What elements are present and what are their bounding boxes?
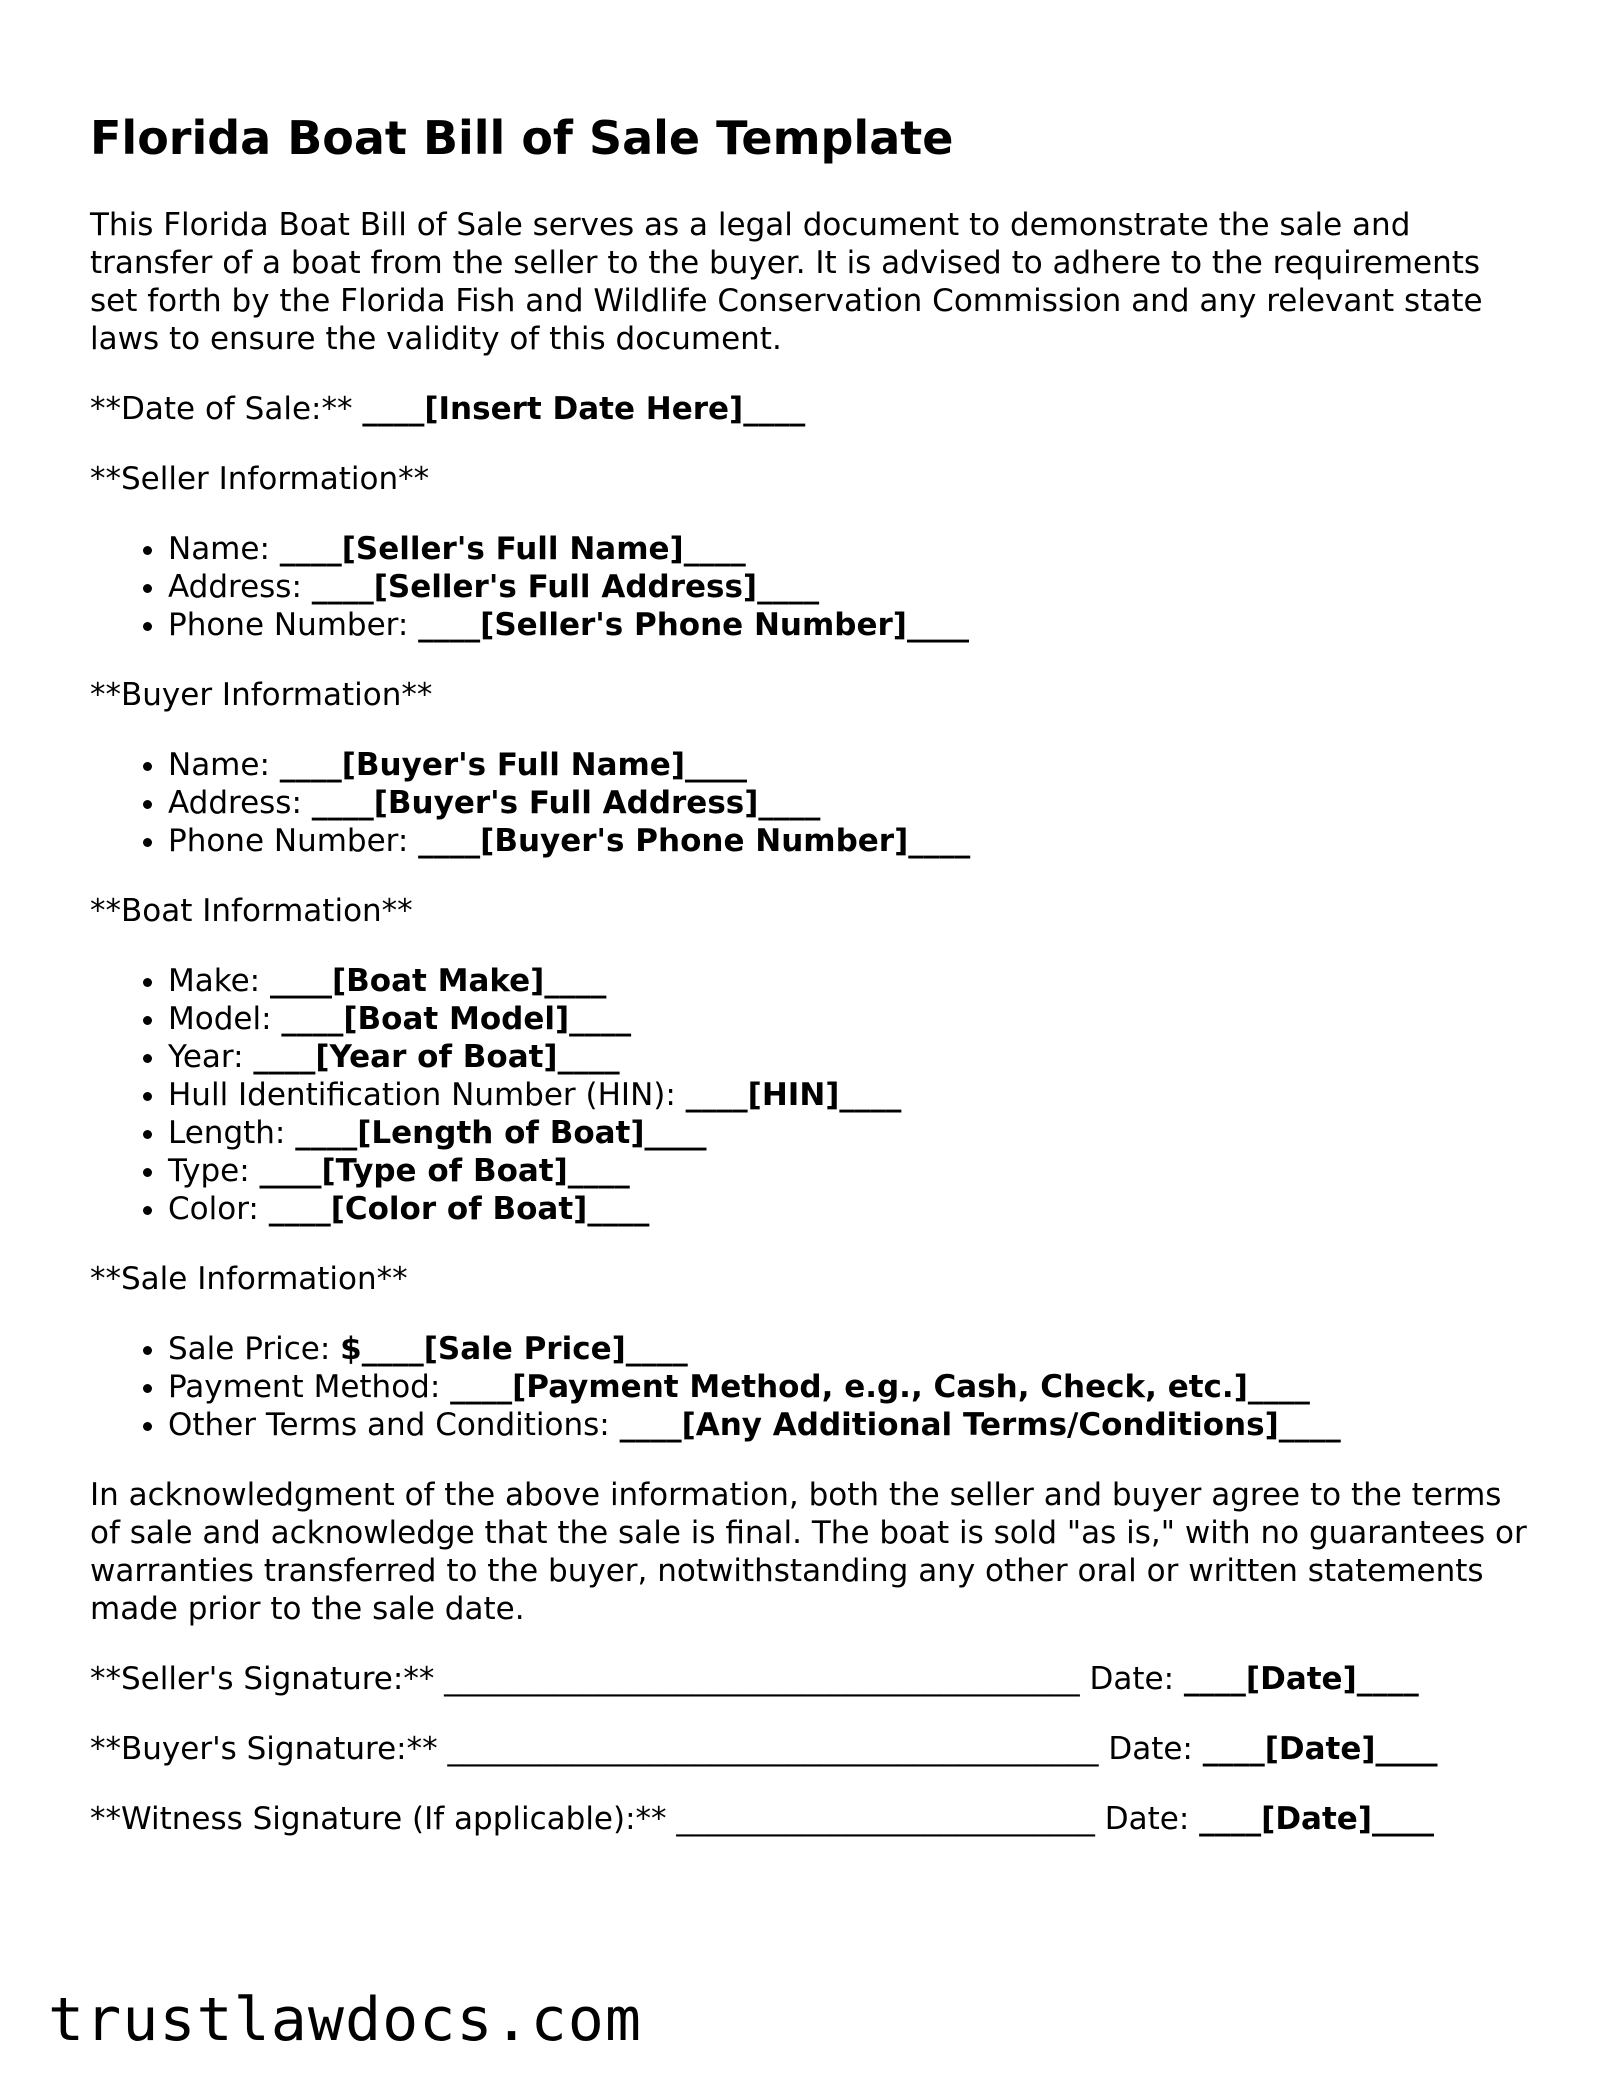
list-item bbox=[168, 962, 1530, 1000]
intro-paragraph: This Florida Boat Bill of Sale serves as a legal document to demonstrate the sale and transfer of a boat from the seller to the buyer. It is advised to adhere to the requirements set forth by the Florida Fish and Wildlife Conservation Commission and any relevant state laws to ensure the validity of this document. bbox=[90, 207, 1483, 357]
buyer-heading: **Buyer Information** bbox=[90, 677, 433, 713]
boat-hin-label: Hull Identification Number (HIN): bbox=[168, 1077, 686, 1113]
seller-address-field[interactable]: ____[Seller's Full Address]____ bbox=[311, 569, 820, 605]
sale-list bbox=[90, 1330, 1530, 1444]
list-item bbox=[168, 568, 1530, 606]
terms-field[interactable]: ____[Any Additional Terms/Conditions]____ bbox=[619, 1407, 1341, 1443]
list-item bbox=[168, 1330, 1530, 1368]
witness-signature-line bbox=[90, 1800, 1530, 1838]
boat-type-label: Type: bbox=[168, 1153, 260, 1189]
list-item bbox=[168, 606, 1530, 644]
list-item bbox=[168, 1038, 1530, 1076]
seller-signature-line bbox=[90, 1660, 1530, 1698]
seller-signature-label: **Seller's Signature:** bbox=[90, 1661, 445, 1697]
boat-year-field[interactable]: ____[Year of Boat]____ bbox=[253, 1039, 620, 1075]
list-item bbox=[168, 822, 1530, 860]
witness-date-label: Date: bbox=[1094, 1801, 1200, 1837]
list-item bbox=[168, 530, 1530, 568]
buyer-signature-field[interactable]: __________________________________________ bbox=[447, 1731, 1099, 1767]
buyer-name-field[interactable]: ____[Buyer's Full Name]____ bbox=[279, 747, 747, 783]
boat-year-label: Year: bbox=[168, 1039, 254, 1075]
site-watermark: trustlawdocs.com bbox=[48, 1985, 642, 2055]
buyer-signature-line bbox=[90, 1730, 1530, 1768]
list-item bbox=[168, 1076, 1530, 1114]
buyer-date-label: Date: bbox=[1098, 1731, 1203, 1767]
buyer-address-label: Address: bbox=[168, 785, 312, 821]
buyer-list bbox=[90, 746, 1530, 860]
boat-model-label: Model: bbox=[168, 1001, 282, 1037]
boat-color-label: Color: bbox=[168, 1191, 269, 1227]
buyer-signature-label: **Buyer's Signature:** bbox=[90, 1731, 448, 1767]
list-item bbox=[168, 1190, 1530, 1228]
boat-list bbox=[90, 962, 1530, 1228]
list-item bbox=[168, 1368, 1530, 1406]
boat-color-field[interactable]: ____[Color of Boat]____ bbox=[268, 1191, 650, 1227]
seller-date-label: Date: bbox=[1079, 1661, 1184, 1697]
boat-length-field[interactable]: ____[Length of Boat]____ bbox=[295, 1115, 707, 1151]
payment-method-label: Payment Method: bbox=[168, 1369, 451, 1405]
sale-price-label: Sale Price: bbox=[168, 1331, 341, 1367]
boat-hin-field[interactable]: ____[HIN]____ bbox=[685, 1077, 902, 1113]
buyer-date-field[interactable]: ____[Date]____ bbox=[1202, 1731, 1438, 1767]
boat-make-field[interactable]: ____[Boat Make]____ bbox=[269, 963, 607, 999]
seller-list bbox=[90, 530, 1530, 644]
list-item bbox=[168, 746, 1530, 784]
buyer-phone-field[interactable]: ____[Buyer's Phone Number]____ bbox=[418, 823, 971, 859]
buyer-address-field[interactable]: ____[Buyer's Full Address]____ bbox=[311, 785, 821, 821]
boat-heading: **Boat Information** bbox=[90, 893, 413, 929]
date-of-sale-field[interactable]: ____[Insert Date Here]____ bbox=[362, 391, 806, 427]
acknowledgment-paragraph: In acknowledgment of the above information, both the seller and buyer agree to the terms of sale and acknowledge that the sale is final. The boat is sold "as is," with no guarantees or warranties transferred to the buyer, notwithstanding any other oral or written statements made prior to the sale date. bbox=[90, 1477, 1527, 1627]
boat-model-field[interactable]: ____[Boat Model]____ bbox=[281, 1001, 632, 1037]
sale-heading: **Sale Information** bbox=[90, 1261, 408, 1297]
document-page bbox=[90, 110, 1530, 1870]
boat-type-field[interactable]: ____[Type of Boat]____ bbox=[259, 1153, 630, 1189]
buyer-phone-label: Phone Number: bbox=[168, 823, 419, 859]
seller-phone-label: Phone Number: bbox=[168, 607, 419, 643]
boat-length-label: Length: bbox=[168, 1115, 296, 1151]
witness-signature-field[interactable]: ___________________________ bbox=[676, 1801, 1095, 1837]
date-of-sale-line bbox=[90, 390, 1530, 428]
seller-heading: **Seller Information** bbox=[90, 461, 430, 497]
witness-date-field[interactable]: ____[Date]____ bbox=[1199, 1801, 1434, 1837]
terms-label: Other Terms and Conditions: bbox=[168, 1407, 620, 1443]
boat-make-label: Make: bbox=[168, 963, 270, 999]
list-item bbox=[168, 1000, 1530, 1038]
seller-signature-field[interactable]: _________________________________________ bbox=[444, 1661, 1080, 1697]
date-of-sale-label: **Date of Sale:** bbox=[90, 391, 363, 427]
payment-method-field[interactable]: ____[Payment Method, e.g., Cash, Check, etc.]____ bbox=[450, 1369, 1310, 1405]
list-item bbox=[168, 1152, 1530, 1190]
witness-signature-label: **Witness Signature (If applicable):** bbox=[90, 1801, 677, 1837]
list-item bbox=[168, 1114, 1530, 1152]
document-title: Florida Boat Bill of Sale Template bbox=[90, 111, 954, 165]
seller-phone-field[interactable]: ____[Seller's Phone Number]____ bbox=[418, 607, 969, 643]
buyer-name-label: Name: bbox=[168, 747, 280, 783]
seller-name-label: Name: bbox=[168, 531, 280, 567]
sale-price-field[interactable]: $____[Sale Price]____ bbox=[340, 1331, 688, 1367]
seller-date-field[interactable]: ____[Date]____ bbox=[1183, 1661, 1419, 1697]
list-item bbox=[168, 1406, 1530, 1444]
seller-name-field[interactable]: ____[Seller's Full Name]____ bbox=[279, 531, 746, 567]
list-item bbox=[168, 784, 1530, 822]
seller-address-label: Address: bbox=[168, 569, 312, 605]
